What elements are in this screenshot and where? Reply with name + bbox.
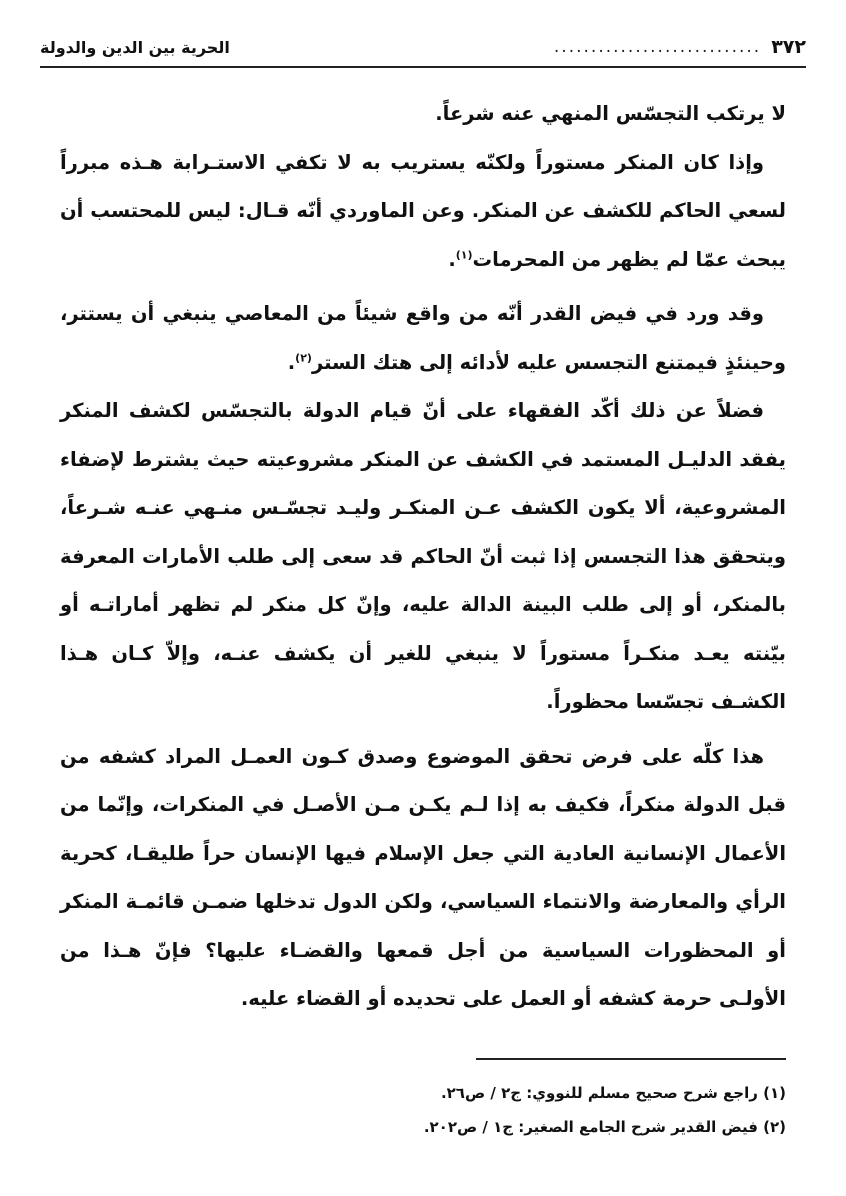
paragraph-2-end: . [448, 247, 456, 271]
running-header [40, 30, 806, 64]
book-title: الحرية بين الدين والدولة [40, 37, 230, 57]
header-rule [40, 66, 806, 68]
footnote-1: (١) راجع شرح صحيح مسلم للنووي: ج٢ / ص٢٦. [440, 1084, 786, 1102]
body-text [60, 90, 786, 1024]
paragraph-4: فضلاً عن ذلك أكّد الفقهاء على أنّ قيام الدولة بالتجسّس لكشف المنكر يفقد الدليـل المستمد في الكشف عن المنكر مشروعيته حيث يشترط لإضفاء المشروعية، ألا يكون الكشف عـن المنكـر وليـد تجسّـس منـهي عنـه شـرعاً، ويتحقق هذا التجسس إذا ثبت أنّ الحاكم قد سعى إلى طلب الأمارات المعرفة بالمنكر، أو إلى طلب البينة الدالة عليه، وإنّ كل منكر لم تظهر أماراتـه أو بيّنته يعـد منكـراً مستوراً لا ينبغي للغير أن يكشف عنـه، وإلاّ كـان هـذا الكشـف تجسّسا محظوراً. [60, 399, 786, 713]
header-leader-dots: ............................ [553, 37, 762, 57]
paragraph-1: لا يرتكب التجسّس المنهي عنه شرعاً. [435, 102, 786, 125]
footnote-mark-2[interactable]: (٢) [295, 351, 312, 364]
paragraph-3-end: . [287, 350, 296, 374]
paragraph-5: هذا كلّه على فرض تحقق الموضوع وصدق كـون العمـل المراد كشفه من قبل الدولة منكراً، فكيف به إذا لـم يكـن مـن الأصـل في المنكرات، وإنّما من الأعمال الإنسانية العادية التي جعل الإسلام فيها الإنسان حراً طليقـا، كحرية الرأي والمعارضة والانتماء السياسي، ولكن الدول تدخلها ضمـن قائمـة المنكر أو المحظورات السياسية من أجل قمعها والقضـاء عليها؟ فإنّ هـذا من الأولـى حرمة كشفه أو العمل على تحديده أو القضاء عليه. [60, 744, 786, 1010]
paragraph-2 [60, 139, 786, 285]
paragraph-3-text: وقد ورد في فيض القدر أنّه من واقع شيئاً من المعاصي ينبغي أن يستتر، وحينئذٍ فيمتنع التجسس عليه لأدائه إلى هتك الستر [60, 302, 786, 374]
footnote-2: (٢) فيض القدير شرح الجامع الصغير: ج١ / ص٢٠٢. [423, 1118, 786, 1136]
footnote-separator [476, 1058, 786, 1060]
page-number: ٣٧٢ [771, 36, 806, 58]
paragraph-2-text: وإذا كان المنكر مستوراً ولكنّه يستريب به لا تكفي الاستـرابة هـذه مبرراً لسعي الحاكم للكشف عن المنكر. وعن الماوردي أنّه قـال: ليس للمحتسب أن يبحث عمّا لم يظهر من المحرمات [60, 150, 786, 271]
paragraph-3 [60, 290, 786, 387]
footnote-mark-1[interactable]: (١) [455, 248, 473, 261]
footnotes [60, 1076, 786, 1144]
